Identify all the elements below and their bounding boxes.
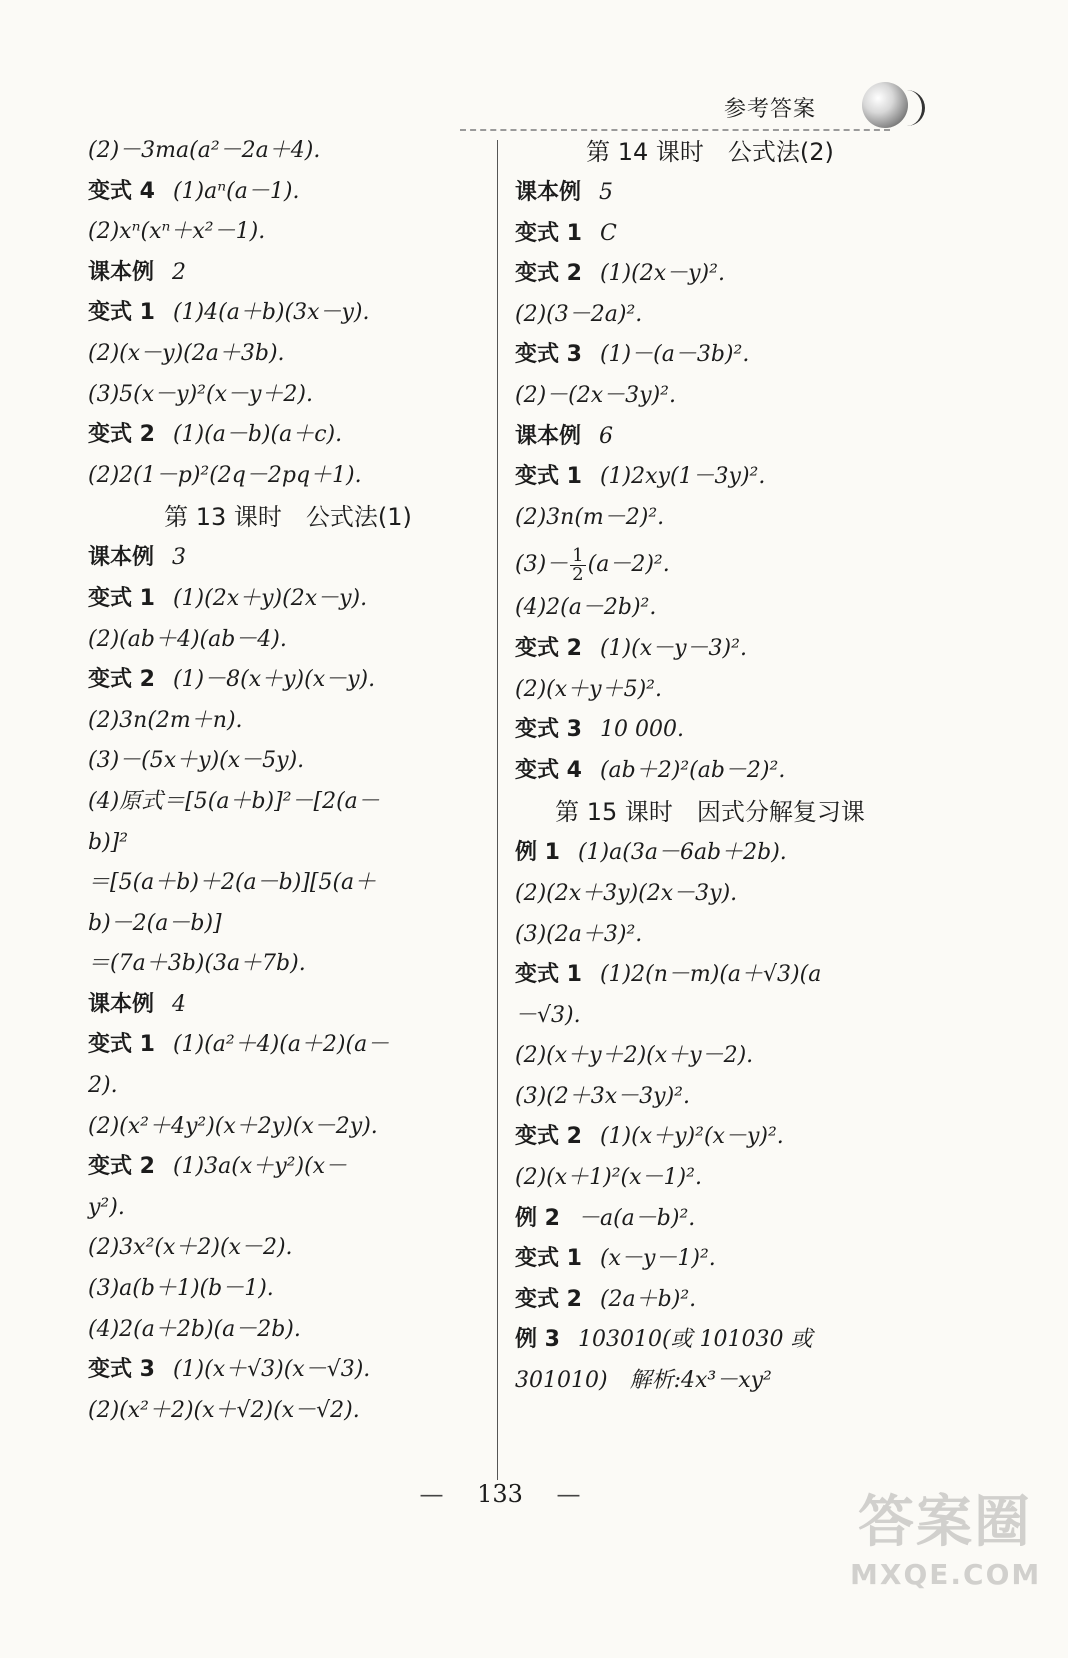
- answer-label: 变式 2: [88, 1154, 155, 1180]
- answer-line: (3)－(5x＋y)(x－5y).: [88, 748, 305, 774]
- answer-label: 变式 4: [515, 757, 582, 783]
- watermark-logo: 答案圈: [858, 1490, 1032, 1555]
- header-title: 参考答案: [724, 97, 817, 122]
- answer-text: (1)(a²＋4)(a＋2)(a－: [172, 1032, 390, 1058]
- answer-line: (2)(2x＋3y)(2x－3y).: [515, 880, 738, 906]
- answer-label: 变式 2: [515, 261, 582, 287]
- answer-line: [88, 260, 488, 286]
- answer-text: 2: [172, 259, 187, 285]
- fraction-denominator: 2: [572, 563, 584, 585]
- answer-line: [515, 717, 905, 743]
- answer-text: C: [599, 220, 617, 246]
- answer-line: [88, 1357, 488, 1383]
- answer-line: [88, 422, 488, 448]
- answer-label: 课本例: [515, 423, 582, 449]
- answer-text: (1)(2x＋y)(2x－y).: [172, 585, 368, 611]
- section-heading: 第 13 课时 公式法(1): [164, 503, 412, 532]
- answer-line: [88, 1154, 488, 1180]
- answer-label: 变式 1: [515, 220, 582, 246]
- fraction: [570, 544, 585, 585]
- answer-text: 10 000.: [599, 717, 684, 743]
- answer-line: (4)2(a－2b)².: [515, 595, 657, 621]
- answer-line: [88, 545, 488, 571]
- answer-text: (1)4(a＋b)(3x－y).: [172, 300, 370, 326]
- answer-line: [88, 1032, 488, 1058]
- answer-line: [515, 180, 905, 206]
- answer-line: [515, 221, 905, 247]
- answer-line: (2)－3ma(a²－2a＋4).: [88, 138, 321, 163]
- answer-line: (2)2(1－p)²(2q－2pq＋1).: [88, 462, 362, 488]
- answer-line: y²).: [88, 1194, 125, 1220]
- answer-text: －a(a－b)².: [577, 1205, 696, 1231]
- answer-line: [515, 464, 905, 490]
- answer-line: (4)原式＝[5(a＋b)]²－[2(a－: [88, 788, 380, 814]
- answer-text: 4: [172, 991, 187, 1017]
- answer-line: －√3).: [515, 1002, 581, 1028]
- answer-line: (2)3n(m－2)².: [515, 504, 665, 530]
- answer-line: [515, 342, 905, 368]
- answer-label: 课本例: [88, 545, 155, 571]
- answer-line: (2)(x＋y＋2)(x＋y－2).: [515, 1043, 754, 1069]
- answer-line: (3)(2＋3x－3y)².: [515, 1083, 690, 1109]
- answer-line: [515, 1124, 905, 1150]
- answer-line: (2)3x²(x＋2)(x－2).: [88, 1235, 293, 1261]
- header-globe-icon: [862, 82, 908, 128]
- answer-line: [515, 840, 905, 866]
- answer-text: (1)(x＋y)²(x－y)².: [599, 1124, 784, 1150]
- section-heading: 第 15 课时 因式分解复习课: [555, 798, 865, 827]
- header-divider: [460, 129, 890, 131]
- answer-label: 课本例: [88, 991, 155, 1017]
- answer-line: (2)(x²＋4y²)(x＋2y)(x－2y).: [88, 1113, 378, 1139]
- answer-text: (1)2xy(1－3y)².: [599, 464, 766, 490]
- answer-line: [515, 962, 905, 988]
- answer-label: 变式 2: [515, 1124, 582, 1150]
- answer-text: (1)(2x－y)².: [599, 261, 725, 287]
- answer-line: ＝(7a＋3b)(3a＋7b).: [88, 951, 306, 977]
- watermark-url: MXQE.COM: [850, 1558, 1042, 1591]
- answer-label: 例 2: [515, 1205, 560, 1231]
- answer-text: (1)aⁿ(a－1).: [172, 178, 300, 204]
- answer-label: 变式 1: [88, 300, 155, 326]
- header-swoosh-icon: [904, 90, 925, 126]
- answer-label: 变式 1: [88, 1032, 155, 1058]
- answer-text: (1)2(n－m)(a＋√3)(a: [599, 962, 822, 988]
- answer-line: (3)a(b＋1)(b－1).: [88, 1276, 274, 1302]
- answer-line: b)]²: [88, 829, 129, 855]
- answer-line: (2)(x＋1)²(x－1)².: [515, 1165, 702, 1191]
- answer-line: 301010) 解析:4x³－xy²: [515, 1368, 772, 1394]
- answer-text: (1)(x＋√3)(x－√3).: [172, 1357, 371, 1383]
- answer-line: [88, 992, 488, 1018]
- answer-label: 课本例: [88, 259, 155, 285]
- answer-line: [515, 1246, 905, 1272]
- answer-line: (2)xⁿ(xⁿ＋x²－1).: [88, 219, 266, 245]
- answer-label: 变式 2: [515, 1286, 582, 1312]
- answer-line: (2)(ab＋4)(ab－4).: [88, 626, 287, 652]
- answer-label: 课本例: [515, 180, 582, 205]
- section-heading: 第 14 课时 公式法(2): [586, 138, 834, 166]
- answer-line: [515, 1327, 905, 1353]
- page-dash-right: —: [556, 1480, 581, 1508]
- answer-label: 变式 2: [88, 422, 155, 448]
- answer-label: 变式 2: [515, 635, 582, 661]
- answer-line: (3)(2a＋3)².: [515, 921, 643, 947]
- answer-text: 5: [599, 180, 614, 205]
- answer-line: [515, 636, 905, 662]
- answer-line: [88, 667, 488, 693]
- answer-line: (2)(x²＋2)(x＋√2)(x－√2).: [88, 1397, 360, 1423]
- answer-line: [515, 1206, 905, 1232]
- answer-line: [88, 179, 488, 205]
- answer-line: [515, 1287, 905, 1313]
- answer-line: ＝[5(a＋b)＋2(a－b)][5(a＋: [88, 870, 377, 896]
- answer-line: (2)(x＋y＋5)².: [515, 676, 662, 702]
- answer-label: 例 1: [515, 840, 560, 866]
- answer-line: [88, 300, 488, 326]
- watermark: [850, 1488, 1040, 1638]
- answer-label: 变式 2: [88, 667, 155, 693]
- answer-label: 变式 3: [515, 342, 582, 368]
- answer-line: [515, 758, 905, 784]
- fraction-numerator: 1: [572, 544, 584, 566]
- answer-line: (2)(3－2a)².: [515, 301, 643, 327]
- answer-text: (1)－8(x＋y)(x－y).: [172, 667, 376, 693]
- answer-text: (1)3a(x＋y²)(x－: [172, 1154, 348, 1180]
- answer-label: 变式 1: [515, 464, 582, 490]
- right-column: [515, 138, 905, 1409]
- answer-line: [88, 586, 488, 612]
- answer-label: 变式 1: [515, 962, 582, 988]
- answer-line: (2)(x－y)(2a＋3b).: [88, 340, 285, 366]
- answer-line: (2)3n(2m＋n).: [88, 707, 243, 733]
- answer-line: [515, 424, 905, 450]
- answer-suffix: (a－2)².: [587, 552, 670, 578]
- answer-label: 变式 1: [88, 585, 155, 611]
- answer-label: 例 3: [515, 1327, 560, 1353]
- page-number-value: 133: [477, 1480, 523, 1508]
- answer-line: 2).: [88, 1073, 118, 1099]
- answer-text: (1)－(a－3b)².: [599, 342, 750, 368]
- answer-text: (2a＋b)².: [599, 1286, 697, 1312]
- answer-text: (x－y－1)².: [599, 1246, 716, 1272]
- answer-text: (1)(x－y－3)².: [599, 635, 747, 661]
- answer-text: (1)(a－b)(a＋c).: [172, 422, 343, 448]
- answer-text: 6: [599, 423, 614, 449]
- answer-line: [515, 261, 905, 287]
- answer-label: 变式 1: [515, 1246, 582, 1272]
- answer-line: [515, 545, 905, 585]
- answer-text: 3: [172, 545, 187, 571]
- answer-line: (3)5(x－y)²(x－y＋2).: [88, 381, 313, 407]
- answer-label: 变式 4: [88, 178, 155, 204]
- answer-prefix: (3)－: [515, 552, 569, 578]
- answer-text: (1)a(3a－6ab＋2b).: [577, 840, 787, 866]
- answer-label: 变式 3: [515, 717, 582, 743]
- answer-line: (2)－(2x－3y)².: [515, 382, 676, 408]
- answer-text: 103010(或 101030 或: [577, 1327, 813, 1353]
- left-column: [88, 138, 488, 1438]
- page-dash-left: —: [419, 1480, 444, 1508]
- column-divider: [497, 140, 498, 1480]
- answer-line: (4)2(a＋2b)(a－2b).: [88, 1316, 301, 1342]
- answer-text: (ab＋2)²(ab－2)².: [599, 757, 786, 783]
- answer-line: b)－2(a－b)]: [88, 910, 222, 936]
- answer-label: 变式 3: [88, 1357, 155, 1383]
